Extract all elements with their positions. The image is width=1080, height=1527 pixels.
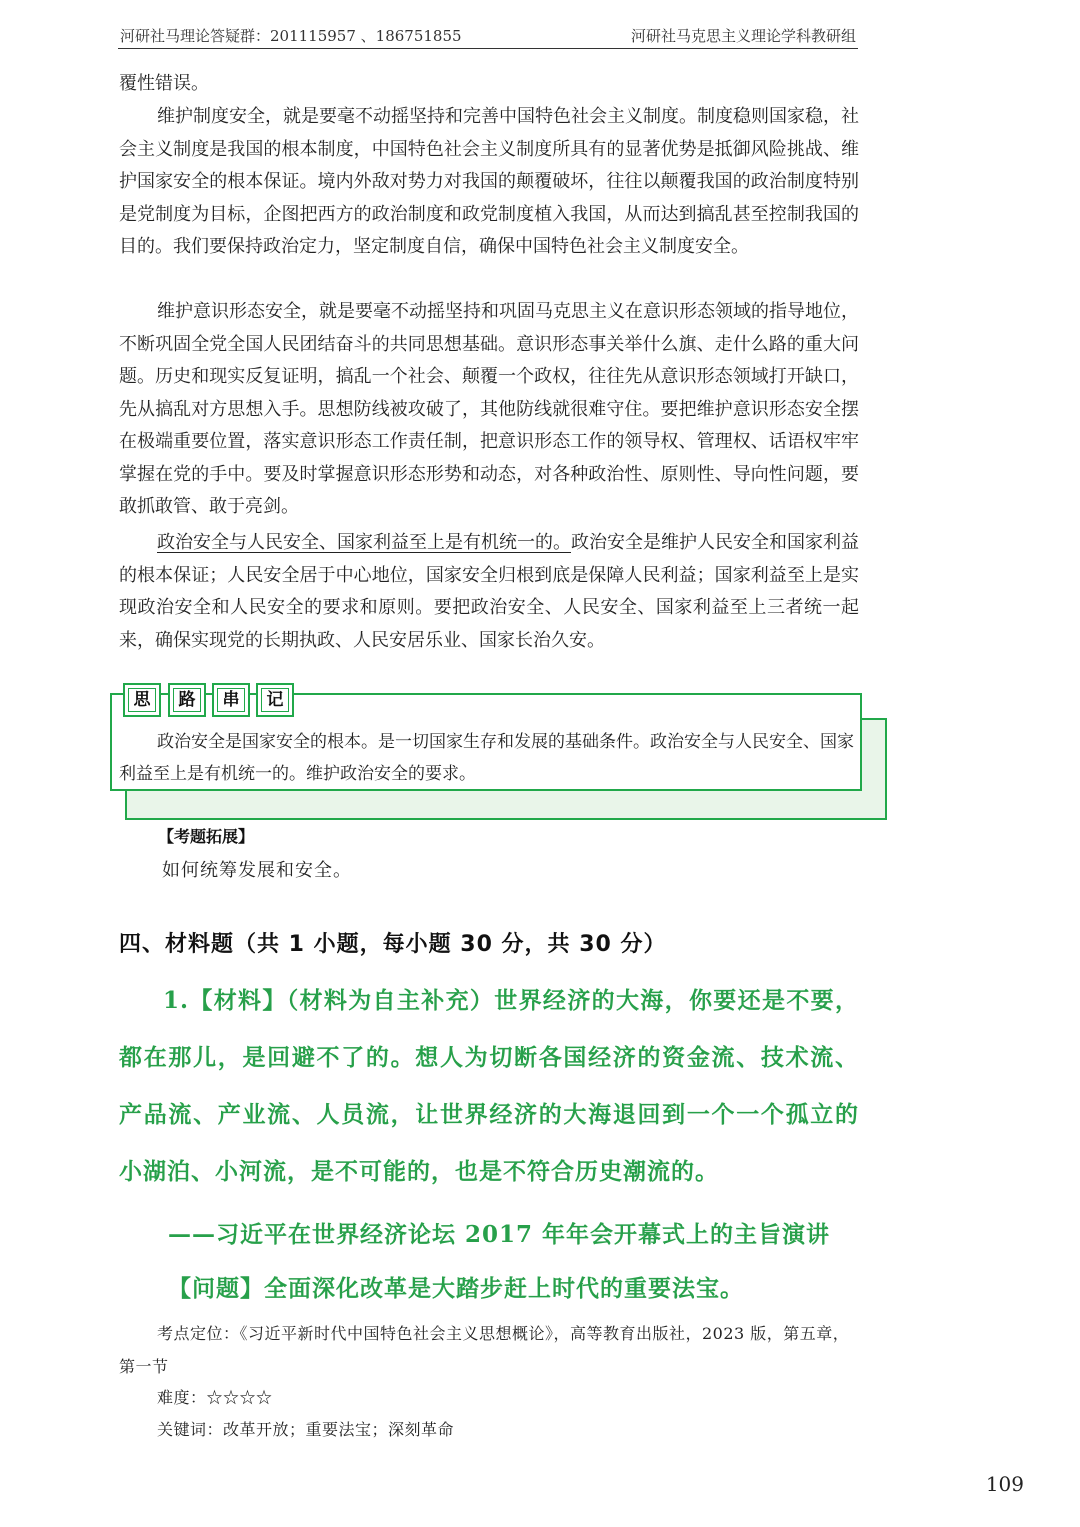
material-source: ——习近平在世界经济论坛 2017 年年会开幕式上的主旨演讲 bbox=[168, 1221, 831, 1248]
tag-chuan: 串 bbox=[212, 683, 250, 717]
header-right: 河研社马克思主义理论学科教研组 bbox=[630, 27, 856, 45]
extension-body: 如何统筹发展和安全。 bbox=[162, 860, 352, 881]
paragraph-institution-security: 维护制度安全，就是要毫不动摇坚持和完善中国特色社会主义制度。制度稳则国家稳，社会主义制度是我国的根本制度，中国特色社会主义制度所具有的显著优势是抵御风险挑战、维护国家安全的根本保证。境内外敌对势力对我国的颠覆破坏，往往以颠覆我国的政治制度特别是党制度为目标，企图把西方的政治制度和政党制度植入我国，从而达到搞乱甚至控制我国的目的。我们要保持政治定力，坚定制度自信，确保中国特色社会主义制度安全。 bbox=[119, 106, 859, 257]
section-title: 四、材料题（共 1 小题，每小题 30 分，共 30 分） bbox=[119, 932, 667, 957]
paragraph-unity bbox=[119, 527, 859, 657]
material-text: 1.【材料】（材料为自主补充）世界经济的大海，你要还是不要，都在那儿，是回避不了的。想人为切断各国经济的资金流、技术流、产品流、产业流、人员流，让世界经济的大海退回到一个一个孤立的小湖泊、小河流，是不可能的，也是不符合历史潮流的。 bbox=[119, 987, 859, 1185]
difficulty: 难度：☆☆☆☆ bbox=[157, 1388, 273, 1407]
summary-text: 政治安全是国家安全的根本。是一切国家生存和发展的基础条件。政治安全与人民安全、国家利益至上是有机统一的。维护政治安全的要求。 bbox=[119, 732, 854, 784]
page-number: 109 bbox=[985, 1472, 1024, 1496]
paragraph-ideology-security: 维护意识形态安全，就是要毫不动摇坚持和巩固马克思主义在意识形态领域的指导地位，不断巩固全党全国人民团结奋斗的共同思想基础。意识形态事关举什么旗、走什么路的重大问题。历史和现实反复证明，搞乱一个社会、颠覆一个政权，往往先从意识形态领域打开缺口，先从搞乱对方思想入手。思想防线被攻破了，其他防线就很难守住。要把维护意识形态安全摆在极端重要位置，落实意识形态工作责任制，把意识形态工作的领导权、管理权、话语权牢牢掌握在党的手中。要及时掌握意识形态形势和动态，对各种政治性、原则性、导向性问题，要敢抓敢管、敢于亮剑。 bbox=[119, 301, 859, 517]
underlined-key-sentence: 政治安全与人民安全、国家利益至上是有机统一的。 bbox=[157, 532, 571, 553]
exam-location: 考点定位：《习近平新时代中国特色社会主义思想概论》，高等教育出版社，2023 版，第五章，第一节 bbox=[119, 1324, 850, 1376]
tag-si: 思 bbox=[123, 683, 161, 717]
keywords: 关键词：改革开放；重要法宝；深刻革命 bbox=[157, 1420, 455, 1439]
tag-ji: 记 bbox=[256, 683, 294, 717]
header-left: 河研社马理论答疑群：201115957 、186751855 bbox=[120, 27, 462, 45]
paragraph-continuation: 覆性错误。 bbox=[119, 73, 209, 94]
paragraph-unity-rest: 政治安全是维护人民安全和国家利益的根本保证；人民安全居于中心地位，国家安全归根到底是保障人民利益；国家利益至上是实现政治安全和人民安全的要求和原则。要把政治安全、人民安全、国家利益至上三者统一起来，确保实现党的长期执政、人民安居乐业、国家长治久安。 bbox=[119, 532, 859, 651]
material-question: 【问题】全面深化改革是大踏步赶上时代的重要法宝。 bbox=[168, 1275, 744, 1302]
page-header bbox=[118, 22, 858, 49]
tag-lu: 路 bbox=[168, 683, 206, 717]
extension-title: 【考题拓展】 bbox=[158, 827, 255, 846]
